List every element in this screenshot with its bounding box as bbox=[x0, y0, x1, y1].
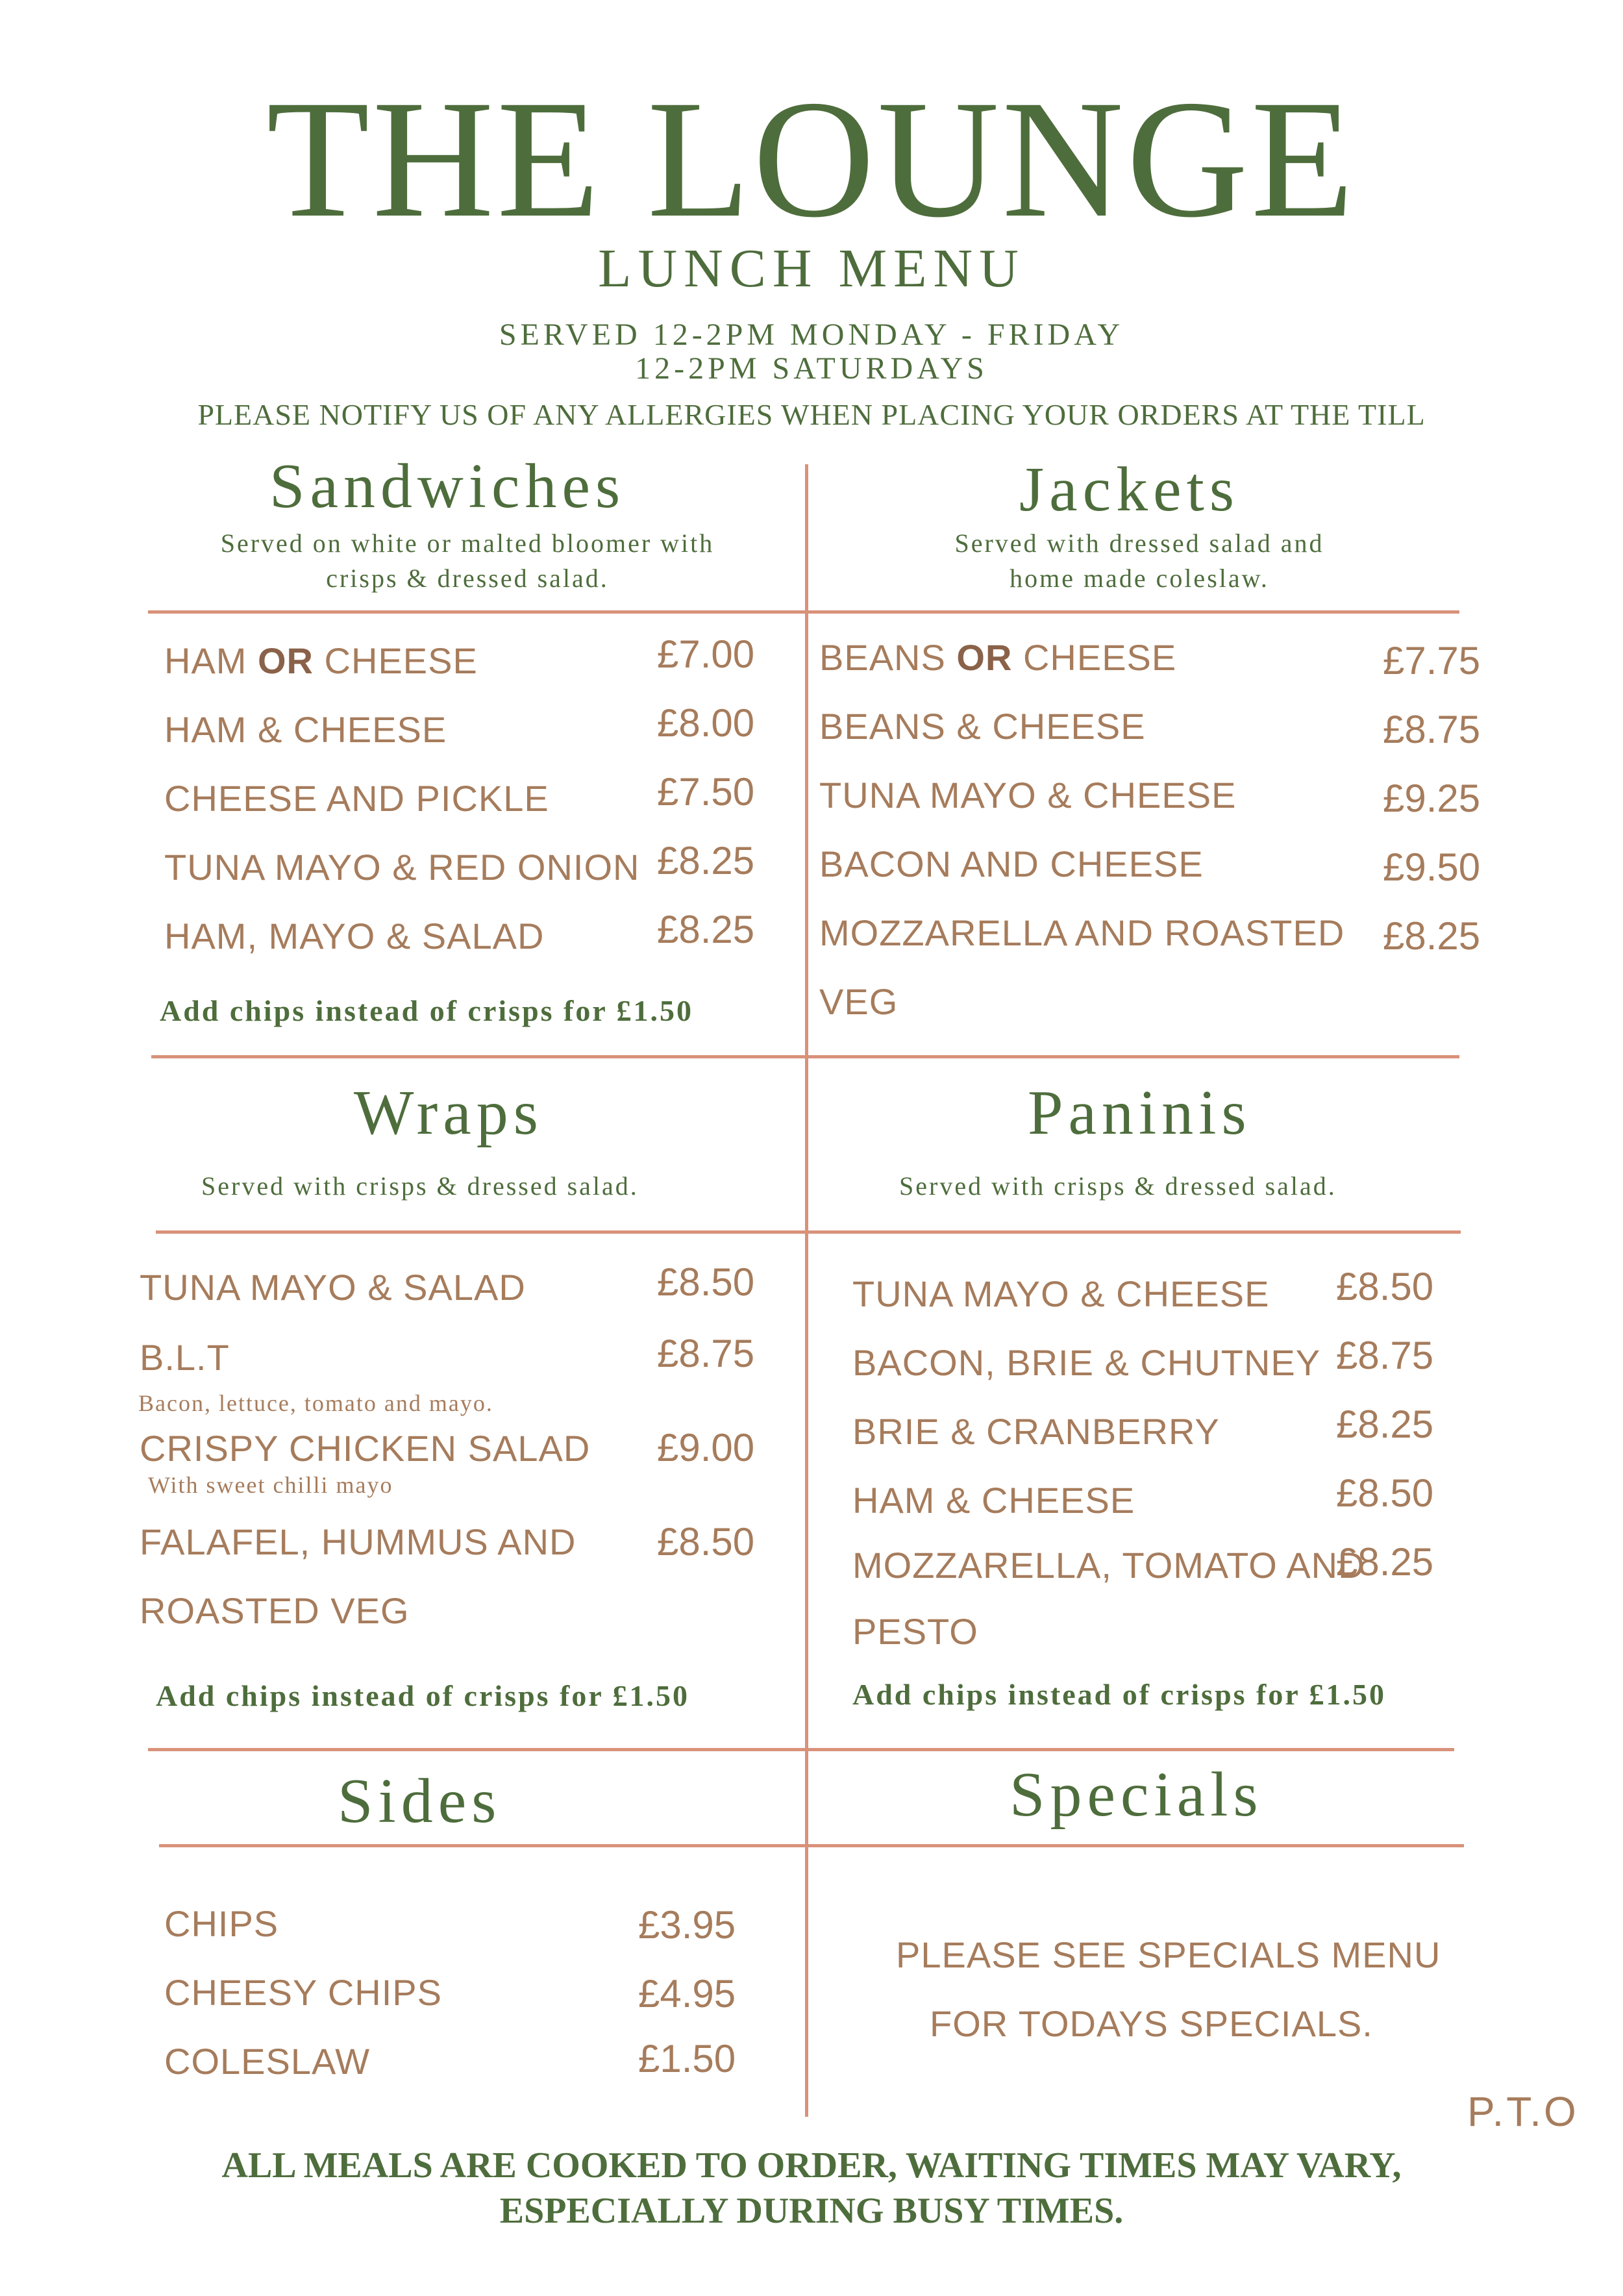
item-price: £7.00 bbox=[657, 632, 755, 676]
list-item: TUNA MAYO & CHEESE bbox=[819, 775, 1237, 816]
item-price: £7.50 bbox=[657, 770, 755, 814]
item-price: £1.50 bbox=[638, 2037, 736, 2080]
list-item: HAM, MAYO & SALAD bbox=[164, 916, 545, 956]
specials-note-line1: PLEASE SEE SPECIALS MENU bbox=[896, 1934, 1441, 1975]
specials-title: Specials bbox=[1010, 1760, 1263, 1830]
list-item: B.L.T bbox=[140, 1337, 230, 1378]
list-item: CHEESY CHIPS bbox=[164, 1972, 442, 2013]
list-item-continued: ROASTED VEG bbox=[140, 1590, 410, 1631]
list-item: BEANS & CHEESE bbox=[819, 706, 1146, 747]
item-price: £8.25 bbox=[1336, 1540, 1434, 1584]
center-divider bbox=[805, 464, 808, 2117]
wraps-description: Served with crisps & dressed salad. bbox=[201, 1171, 639, 1201]
please-turn-over: P.T.O bbox=[1467, 2088, 1579, 2135]
served-hours-weekday: SERVED 12-2PM MONDAY - FRIDAY bbox=[499, 318, 1124, 352]
specials-note-line2: FOR TODAYS SPECIALS. bbox=[930, 2003, 1373, 2044]
item-price: £8.75 bbox=[1383, 708, 1481, 751]
divider-row1-top bbox=[148, 610, 1459, 614]
list-item: BACON, BRIE & CHUTNEY bbox=[852, 1342, 1321, 1383]
chips-upgrade-note: Add chips instead of crisps for £1.50 bbox=[156, 1679, 689, 1712]
item-price: £7.75 bbox=[1383, 639, 1481, 682]
list-item: FALAFEL, HUMMUS AND bbox=[140, 1521, 576, 1562]
list-item: HAM & CHEESE bbox=[852, 1480, 1135, 1521]
allergy-notice: PLEASE NOTIFY US OF ANY ALLERGIES WHEN PLACING YOUR ORDERS AT THE TILL bbox=[197, 398, 1426, 431]
item-name-part: BEANS bbox=[819, 637, 957, 678]
wraps-title: Wraps bbox=[354, 1078, 543, 1148]
item-price: £8.75 bbox=[1336, 1334, 1434, 1377]
item-price: £8.25 bbox=[1383, 914, 1481, 958]
footer-line1: ALL MEALS ARE COOKED TO ORDER, WAITING TIMES MAY VARY, bbox=[221, 2145, 1402, 2186]
list-item-continued: PESTO bbox=[852, 1611, 978, 1652]
footer-line2: ESPECIALLY DURING BUSY TIMES. bbox=[499, 2191, 1124, 2231]
jackets-desc-line2: home made coleslaw. bbox=[1010, 564, 1269, 593]
list-item: BRIE & CRANBERRY bbox=[852, 1411, 1220, 1452]
divider-row2-bottom bbox=[148, 1748, 1454, 1751]
chips-upgrade-note: Add chips instead of crisps for £1.50 bbox=[160, 994, 693, 1027]
sandwiches-desc-line2: crisps & dressed salad. bbox=[326, 564, 609, 593]
or-label: OR bbox=[258, 640, 314, 681]
divider-row3-top bbox=[159, 1844, 1464, 1847]
page-title: THE LOUNGE bbox=[266, 66, 1357, 253]
jackets-title: Jackets bbox=[1019, 455, 1239, 525]
item-name-part: CHEESE bbox=[314, 640, 478, 681]
divider-row2-top bbox=[156, 1230, 1461, 1234]
jackets-desc-line1: Served with dressed salad and bbox=[954, 529, 1324, 558]
sides-title: Sides bbox=[338, 1766, 502, 1836]
item-note: With sweet chilli mayo bbox=[148, 1472, 393, 1498]
item-price: £4.95 bbox=[638, 1972, 736, 2015]
sandwiches-description bbox=[149, 526, 786, 596]
list-item: TUNA MAYO & CHEESE bbox=[852, 1273, 1270, 1314]
paninis-description: Served with crisps & dressed salad. bbox=[899, 1171, 1337, 1201]
list-item: MOZZARELLA AND ROASTED bbox=[819, 912, 1345, 953]
item-price: £8.75 bbox=[657, 1332, 755, 1375]
item-note: Bacon, lettuce, tomato and mayo. bbox=[138, 1390, 493, 1416]
list-item: MOZZARELLA, TOMATO AND bbox=[852, 1545, 1365, 1586]
list-item bbox=[819, 637, 1177, 678]
footer-notice bbox=[0, 2143, 1623, 2234]
list-item: TUNA MAYO & SALAD bbox=[140, 1267, 526, 1308]
list-item bbox=[164, 640, 478, 681]
list-item: COLESLAW bbox=[164, 2041, 371, 2082]
item-price: £8.25 bbox=[657, 908, 755, 951]
list-item: CHEESE AND PICKLE bbox=[164, 778, 549, 819]
list-item: CRISPY CHICKEN SALAD bbox=[140, 1428, 591, 1469]
list-item: CHIPS bbox=[164, 1903, 279, 1944]
item-price: £8.50 bbox=[657, 1260, 755, 1304]
chips-upgrade-note: Add chips instead of crisps for £1.50 bbox=[852, 1678, 1386, 1711]
served-hours-saturday: 12-2PM SATURDAYS bbox=[635, 351, 988, 386]
sandwiches-desc-line1: Served on white or malted bloomer with bbox=[220, 529, 715, 558]
item-price: £3.95 bbox=[638, 1903, 736, 1947]
paninis-title: Paninis bbox=[1028, 1078, 1252, 1148]
item-name-part: HAM bbox=[164, 640, 258, 681]
menu-subtitle: LUNCH MENU bbox=[598, 238, 1025, 299]
or-label: OR bbox=[956, 637, 1013, 678]
item-price: £8.50 bbox=[1336, 1265, 1434, 1308]
item-price: £8.25 bbox=[1336, 1403, 1434, 1446]
list-item-continued: VEG bbox=[819, 981, 898, 1022]
list-item: HAM & CHEESE bbox=[164, 709, 447, 750]
item-name-part: CHEESE bbox=[1012, 637, 1177, 678]
item-price: £8.50 bbox=[657, 1520, 755, 1564]
jackets-description bbox=[818, 526, 1461, 596]
item-price: £9.25 bbox=[1383, 777, 1481, 820]
item-price: £8.50 bbox=[1336, 1471, 1434, 1515]
list-item: TUNA MAYO & RED ONION bbox=[164, 847, 640, 888]
list-item: BACON AND CHEESE bbox=[819, 843, 1204, 884]
item-price: £8.00 bbox=[657, 701, 755, 745]
sandwiches-title: Sandwiches bbox=[269, 451, 626, 521]
divider-row1-bottom bbox=[151, 1055, 1459, 1058]
item-price: £8.25 bbox=[657, 839, 755, 882]
item-price: £9.00 bbox=[657, 1426, 755, 1469]
item-price: £9.50 bbox=[1383, 845, 1481, 889]
